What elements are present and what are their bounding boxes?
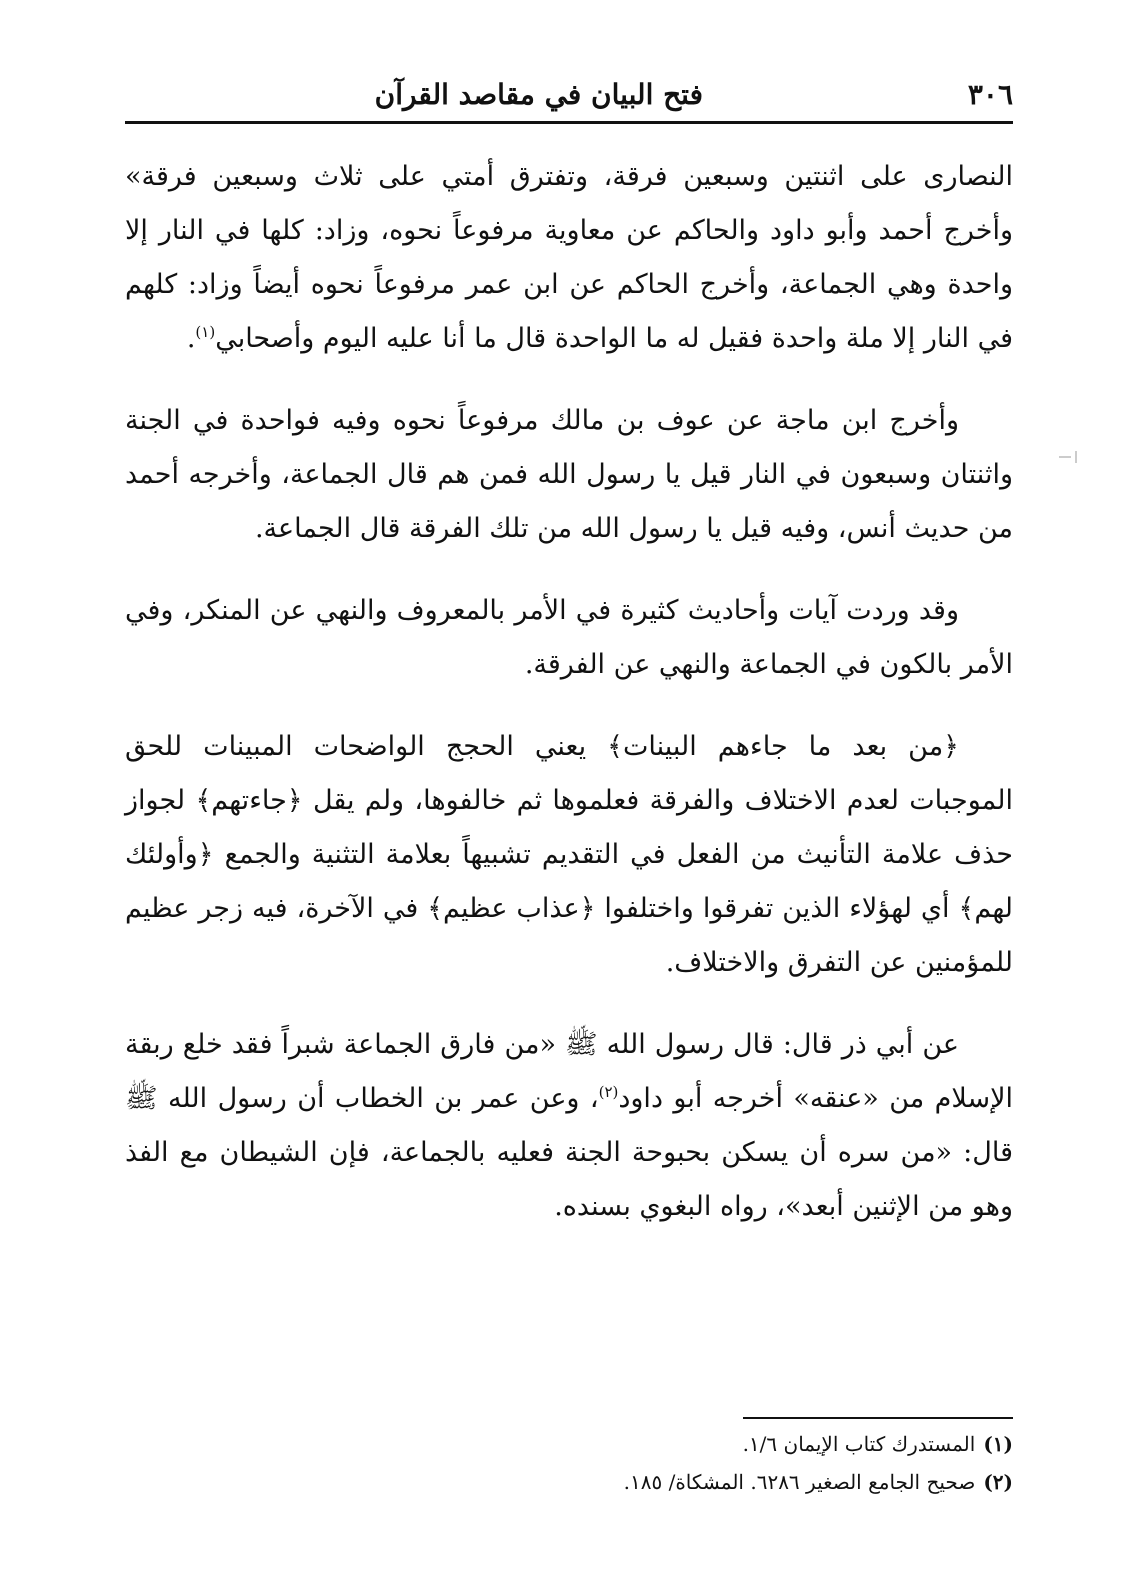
footnote-number: (٢) xyxy=(983,1470,1013,1494)
margin-mark xyxy=(1059,448,1079,460)
paragraph-text: عن أبي ذر قال: قال رسول الله ﷺ «من فارق الجماعة شبراً فقد خلع ربقة الإسلام من «عنقه» أخرجه أبو داود xyxy=(125,1029,1013,1114)
page-header xyxy=(125,72,1013,118)
paragraph-tail: . xyxy=(186,323,196,354)
paragraph-2 xyxy=(125,394,1013,556)
paragraph-4 xyxy=(125,720,1013,990)
main-text xyxy=(125,150,1013,1234)
paragraph-3 xyxy=(125,584,1013,692)
footnotes xyxy=(125,1425,1013,1501)
paragraph-5 xyxy=(125,1018,1013,1234)
paragraph-text: ﴿من بعد ما جاءهم البينات﴾ يعني الحجج الواضحات المبينات للحق الموجبات لعدم الاختلاف والفرقة فعلموها ثم خالفوها، ولم يقل ﴿جاءتهم﴾ لجواز حذف علامة التأنيث من الفعل في التقديم تشبيهاً بعلامة التثنية والجمع ﴿وأولئك لهم﴾ أي لهؤلاء الذين تفرقوا واختلفوا ﴿عذاب عظيم﴾ في الآخرة، فيه زجر عظيم للمؤمنين عن التفرق والاختلاف. xyxy=(125,731,1013,978)
footnote-ref-1[interactable]: (١) xyxy=(195,323,216,341)
footnote-text: المستدرك كتاب الإيمان ١/٦. xyxy=(742,1432,976,1456)
header-rule xyxy=(125,121,1013,124)
page-number: ٣٠٦ xyxy=(967,78,1013,111)
footnote-rule xyxy=(743,1417,1013,1419)
footnote-2 xyxy=(125,1463,1013,1501)
paragraph-text: وقد وردت آيات وأحاديث كثيرة في الأمر بالمعروف والنهي عن المنكر، وفي الأمر بالكون في الجماعة والنهي عن الفرقة. xyxy=(125,595,1013,680)
running-title: فتح البيان في مقاصد القرآن xyxy=(374,78,703,111)
footnote-text: صحيح الجامع الصغير ٦٢٨٦. المشكاة/ ١٨٥. xyxy=(623,1470,976,1494)
paragraph-text: النصارى على اثنتين وسبعين فرقة، وتفترق أمتي على ثلاث وسبعين فرقة» وأخرج أحمد وأبو داود والحاكم عن معاوية مرفوعاً نحوه، وزاد: كلها في النار إلا واحدة وهي الجماعة، وأخرج الحاكم عن ابن عمر مرفوعاً نحوه أيضاً وزاد: كلهم في النار إلا ملة واحدة فقيل له ما الواحدة قال ما أنا عليه اليوم وأصحابي xyxy=(125,161,1014,354)
footnote-1 xyxy=(125,1425,1013,1463)
footnote-ref-2[interactable]: (٢) xyxy=(598,1083,619,1101)
paragraph-text: وأخرج ابن ماجة عن عوف بن مالك مرفوعاً نحوه وفيه فواحدة في الجنة واثنتان وسبعون في النار قيل يا رسول الله فمن هم قال الجماعة، وأخرجه أحمد من حديث أنس، وفيه قيل يا رسول الله من تلك الفرقة قال الجماعة. xyxy=(125,405,1013,544)
paragraph-tail: ، وعن عمر بن الخطاب أن رسول الله ﷺ قال: «من سره أن يسكن بحبوحة الجنة فعليه بالجماعة، فإن الشيطان مع الفذ وهو من الإثنين أبعد»، رواه البغوي بسنده. xyxy=(125,1083,1013,1222)
footnote-number: (١) xyxy=(983,1432,1013,1456)
paragraph-1 xyxy=(125,150,1013,366)
